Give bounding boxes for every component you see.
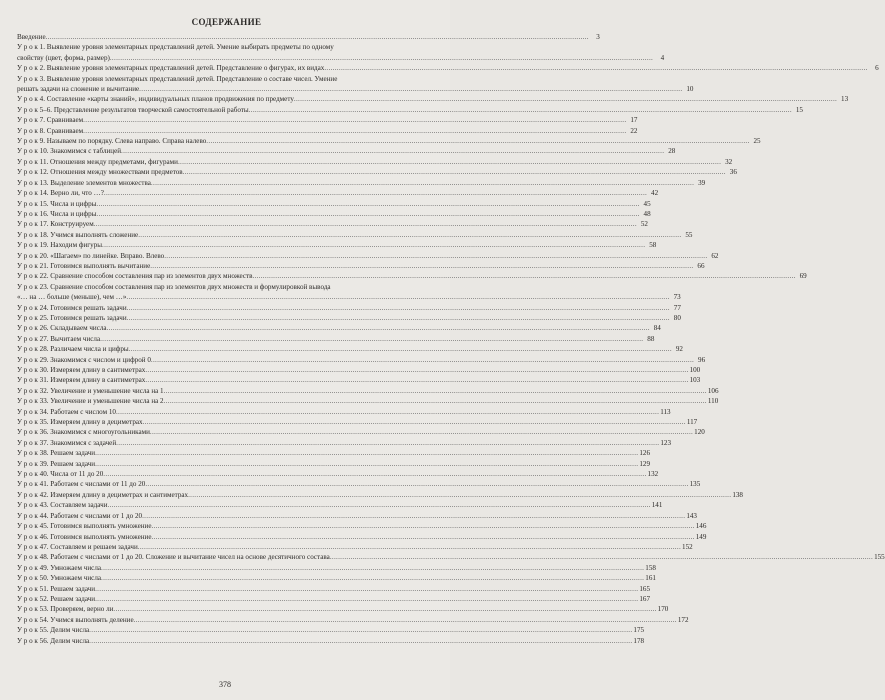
- dot-leader: [103, 469, 646, 479]
- dot-leader: [151, 532, 694, 542]
- dot-leader: [164, 386, 707, 396]
- toc-entry-title: У р о к 25. Готовимся решать задачи: [17, 313, 127, 322]
- toc-entry: [17, 178, 706, 188]
- toc-page-number: 165: [639, 584, 650, 593]
- dot-leader: [108, 500, 651, 510]
- dot-leader: [129, 344, 672, 354]
- dot-leader: [83, 115, 626, 125]
- dot-leader: [127, 313, 670, 323]
- toc-entry: [17, 115, 638, 125]
- toc-page-number: 126: [639, 449, 650, 458]
- toc-page-number: 167: [639, 594, 650, 603]
- toc-entry: [17, 105, 803, 115]
- dot-leader: [294, 94, 837, 104]
- toc-page-number: 84: [653, 324, 661, 333]
- toc-page-number: 62: [711, 251, 719, 260]
- dot-leader: [126, 292, 669, 302]
- toc-entry: [17, 542, 693, 552]
- toc-page-number: 45: [643, 199, 651, 208]
- toc-entry: [17, 615, 689, 625]
- toc-entry-title: У р о к 42. Измеряем длину в дециметрах и сантиметрах: [17, 490, 189, 499]
- dot-leader: [100, 334, 643, 344]
- toc-entry-title: У р о к 56. Делим числа: [17, 636, 90, 645]
- toc-page-number: 32: [725, 157, 733, 166]
- toc-entry: [17, 282, 436, 292]
- toc-entry: [17, 188, 659, 198]
- toc-page-number: 92: [675, 345, 683, 354]
- toc-entry-title: У р о к 34. Работаем с числом 10: [17, 407, 116, 416]
- toc-page-number: 106: [707, 386, 719, 395]
- toc-entry: [17, 157, 733, 167]
- toc-entry: [17, 500, 663, 510]
- dot-leader: [206, 136, 749, 146]
- toc-entry-title: У р о к 28. Различаем числа и цифры: [17, 345, 129, 354]
- toc-page-number: 28: [668, 147, 676, 156]
- toc-entry: [17, 438, 672, 448]
- toc-page-number: 158: [645, 563, 656, 572]
- toc-page-number: 123: [660, 438, 672, 447]
- toc-entry: [17, 63, 879, 73]
- toc-page-number: 48: [643, 209, 651, 218]
- toc-entry-title: У р о к 29. Знакомимся с числом и цифрой 0: [17, 355, 151, 364]
- toc-entry-title: У р о к 8. Сравниваем: [17, 126, 84, 135]
- toc-entry-title: У р о к 53. Проверяем, верно ли: [17, 605, 114, 614]
- toc-entry: [17, 209, 651, 219]
- page-title: СОДЕРЖАНИЕ: [191, 17, 262, 27]
- toc-entry: [17, 448, 650, 458]
- toc-page-number: 80: [673, 313, 681, 322]
- toc-entry-title: У р о к 21. Готовимся выполнять вычитание: [17, 261, 151, 270]
- toc-entry: [17, 407, 671, 417]
- toc-entry-title: У р о к 48. Работаем с числами от 1 до 20. Сложение и вычитание чисел на основе десятичного состава: [17, 553, 330, 562]
- toc-entry: [17, 240, 657, 250]
- table-of-contents: [17, 32, 885, 646]
- toc-page-number: 117: [686, 418, 698, 427]
- toc-entry-title: У р о к 22. Сравнение способом составления пар из элементов двух множеств: [17, 272, 253, 281]
- toc-page-number: 36: [729, 168, 737, 177]
- page-number: 378: [219, 680, 231, 689]
- toc-entry-title: У р о к 18. Учимся выполнять сложение: [17, 230, 139, 239]
- toc-entry: [17, 219, 648, 229]
- dot-leader: [102, 240, 645, 250]
- toc-entry-title: У р о к 50. Умножаем числа: [17, 574, 102, 583]
- toc-entry: [17, 271, 807, 281]
- toc-entry-continuation: [17, 84, 694, 94]
- toc-entry-title: У р о к 12. Отношения между множествами предметов: [17, 168, 183, 177]
- dot-leader: [113, 604, 656, 614]
- toc-entry: [17, 126, 638, 136]
- toc-entry: [17, 625, 645, 635]
- toc-entry-title: У р о к 14. Верно ли, что …?: [17, 189, 104, 198]
- toc-entry-title: У р о к 52. Решаем задачи: [17, 594, 96, 603]
- toc-page-number: 58: [649, 241, 657, 250]
- toc-page-number: 170: [657, 605, 669, 614]
- dot-leader: [116, 407, 659, 417]
- toc-entry-title: У р о к 7. Сравниваем: [17, 116, 84, 125]
- dot-leader: [101, 573, 644, 583]
- dot-leader: [96, 209, 639, 219]
- toc-entry-title: У р о к 43. Составляем задачи: [17, 501, 108, 510]
- toc-page-number: 113: [660, 407, 671, 416]
- toc-entry-title: У р о к 51. Решаем задачи: [17, 584, 96, 593]
- toc-entry: [17, 199, 651, 209]
- toc-entry-title: У р о к 10. Знакомимся с таблицей: [17, 147, 122, 156]
- toc-page-number: 175: [633, 626, 645, 635]
- toc-entry: [17, 521, 707, 531]
- toc-entry-title: У р о к 24. Готовимся решать задачи: [17, 303, 127, 312]
- toc-entry: [17, 636, 645, 646]
- toc-entry: [17, 396, 719, 406]
- dot-leader: [252, 271, 795, 281]
- toc-page-number: 73: [673, 293, 681, 302]
- toc-entry: [17, 584, 650, 594]
- dot-leader: [89, 625, 632, 635]
- dot-leader: [324, 63, 867, 73]
- dot-leader: [96, 199, 639, 209]
- dot-leader: [145, 365, 688, 375]
- toc-page-number: 77: [673, 303, 681, 312]
- toc-page-number: 155: [874, 553, 885, 562]
- toc-page-number: 135: [689, 480, 701, 489]
- toc-entry: [17, 344, 683, 354]
- toc-entry: [17, 261, 705, 271]
- toc-entry-title: У р о к 26. Складываем числа: [17, 324, 107, 333]
- toc-page-number: 132: [647, 470, 659, 479]
- toc-entry-title: У р о к 39. Решаем задачи: [17, 459, 96, 468]
- toc-entry-title-continued: свойству (цвет, форма, размер): [17, 53, 110, 62]
- toc-page-number: 6: [875, 64, 879, 73]
- dot-leader: [138, 230, 681, 240]
- dot-leader: [145, 479, 688, 489]
- toc-entry: [17, 303, 681, 313]
- toc-entry-title: У р о к 35. Измеряем длину в дециметрах: [17, 418, 143, 427]
- toc-entry-title: У р о к 15. Числа и цифры: [17, 199, 97, 208]
- dot-leader: [142, 511, 685, 521]
- toc-page-number: 129: [639, 459, 650, 468]
- toc-entry-title: У р о к 23. Сравнение способом составления пар из элементов двух множеств и формулировкой вывода: [17, 282, 331, 291]
- toc-entry-title: У р о к 40. Числа от 11 до 20: [17, 470, 104, 479]
- toc-entry-title: У р о к 32. Увеличение и уменьшение числа на 1: [17, 386, 164, 395]
- dot-leader: [150, 261, 693, 271]
- toc-entry-title: У р о к 13. Выделение элементов множества: [17, 178, 151, 187]
- toc-entry: [17, 375, 701, 385]
- toc-entry-title: У р о к 37. Знакомимся с задачей: [17, 438, 117, 447]
- toc-entry: [17, 146, 676, 156]
- toc-entry-title: У р о к 54. Учимся выполнять деление: [17, 615, 134, 624]
- toc-entry-title: У р о к 30. Измеряем длину в сантиметрах: [17, 366, 146, 374]
- toc-page-number: 152: [682, 542, 693, 551]
- dot-leader: [330, 552, 873, 562]
- dot-leader: [150, 427, 693, 437]
- toc-page-number: 25: [753, 137, 761, 146]
- dot-leader: [101, 563, 644, 573]
- toc-entry-title: У р о к 4. Составление «карты знаний», индивидуальных планов продвижения по предмету: [17, 95, 294, 104]
- dot-leader: [95, 594, 638, 604]
- toc-entry: [17, 313, 681, 323]
- toc-entry: [17, 552, 885, 562]
- toc-page-number: 138: [732, 490, 743, 499]
- toc-page-number: 149: [695, 532, 707, 541]
- toc-entry: [17, 94, 849, 104]
- toc-entry-continuation: [17, 53, 665, 63]
- toc-entry-title: У р о к 47. Составляем и решаем задачи: [17, 542, 138, 551]
- toc-entry-title: У р о к 38. Решаем задачи: [17, 449, 96, 458]
- toc-page-number: 178: [633, 636, 645, 645]
- toc-page-number: 13: [841, 95, 849, 104]
- toc-entry: [17, 573, 656, 583]
- dot-leader: [164, 251, 707, 261]
- toc-page-number: 66: [697, 261, 705, 270]
- dot-leader: [95, 459, 638, 469]
- toc-entry-title-continued: решать задачи на сложение и вычитание: [17, 85, 140, 94]
- dot-leader: [46, 32, 589, 42]
- toc-entry-title: У р о к 2. Выявление уровня элементарных представлений детей. Представление о фигурах, их видах: [17, 64, 325, 73]
- toc-entry: [17, 365, 701, 375]
- toc-entry: [17, 511, 697, 521]
- dot-leader: [188, 490, 731, 500]
- toc-entry: [17, 74, 436, 84]
- toc-page-number: 15: [795, 105, 803, 114]
- toc-entry-title: У р о к 27. Вычитаем числа: [17, 334, 101, 343]
- toc-entry: [17, 167, 737, 177]
- toc-entry-title: У р о к 36. Знакомимся с многоугольниками: [17, 428, 150, 437]
- toc-entry: [17, 334, 655, 344]
- toc-entry: [17, 230, 693, 240]
- dot-leader: [138, 542, 681, 552]
- toc-entry-title: У р о к 31. Измеряем длину в сантиметрах: [17, 376, 146, 385]
- toc-entry: [17, 136, 761, 146]
- dot-leader: [83, 126, 626, 136]
- toc-entry-title: У р о к 41. Работаем с числами от 11 до 20: [17, 480, 146, 489]
- dot-leader: [89, 636, 632, 646]
- toc-entry-title-continued: «… на … больше (меньше), чем …»: [17, 293, 127, 302]
- dot-leader: [107, 323, 650, 333]
- toc-page-number: 10: [686, 85, 694, 94]
- toc-entry: [17, 323, 661, 333]
- toc-entry-title: У р о к 9. Называем по порядку. Слева направо. Справа налево: [17, 137, 207, 146]
- toc-page-number: 103: [689, 376, 701, 385]
- dot-leader: [95, 584, 638, 594]
- toc-entry-title: У р о к 17. Конструируем: [17, 220, 94, 229]
- toc-entry-continuation: [17, 292, 681, 302]
- toc-entry-title: У р о к 11. Отношения между предметами, фигурами: [17, 157, 178, 166]
- dot-leader: [95, 448, 638, 458]
- toc-entry: [17, 604, 669, 614]
- dot-leader: [94, 219, 637, 229]
- toc-page-number: 110: [707, 397, 719, 406]
- toc-page-number: 141: [651, 501, 663, 510]
- toc-entry: [17, 251, 719, 261]
- toc-entry-title: У р о к 44. Работаем с числами от 1 до 20: [17, 511, 143, 520]
- dot-leader: [134, 615, 677, 625]
- toc-entry-title: У р о к 46. Готовимся выполнять умножение: [17, 532, 152, 541]
- dot-leader: [110, 53, 653, 63]
- dot-leader: [127, 303, 670, 313]
- toc-entry-title: Введение: [17, 33, 46, 41]
- toc-entry: [17, 479, 701, 489]
- dot-leader: [116, 438, 659, 448]
- toc-page-number: 96: [698, 355, 706, 364]
- toc-page-number: 22: [630, 126, 638, 135]
- toc-page-number: 88: [647, 334, 655, 343]
- toc-entry-title: У р о к 55. Делим числа: [17, 626, 90, 635]
- dot-leader: [121, 146, 664, 156]
- toc-entry: [17, 427, 705, 437]
- toc-page-number: 146: [695, 522, 707, 531]
- dot-leader: [104, 188, 647, 198]
- dot-leader: [249, 105, 792, 115]
- toc-entry: [17, 32, 600, 42]
- toc-page-number: 17: [630, 116, 638, 125]
- toc-entry-title: У р о к 5–6. Представление результатов творческой самостоятельной работы: [17, 105, 249, 114]
- toc-entry: [17, 594, 650, 604]
- dot-leader: [178, 157, 721, 167]
- toc-entry-title: У р о к 49. Умножаем числа: [17, 563, 102, 572]
- toc-entry: [17, 355, 706, 365]
- toc-entry: [17, 386, 719, 396]
- dot-leader: [143, 417, 686, 427]
- dot-leader: [151, 178, 694, 188]
- dot-leader: [183, 167, 726, 177]
- toc-entry-title: У р о к 33. Увеличение и уменьшение числа на 2: [17, 397, 164, 406]
- dot-leader: [164, 396, 707, 406]
- toc-page-number: 52: [640, 220, 648, 229]
- toc-page-number: 3: [596, 33, 600, 41]
- toc-page-number: 42: [651, 189, 659, 198]
- toc-page-number: 143: [686, 511, 697, 520]
- toc-entry-title: У р о к 16. Числа и цифры: [17, 209, 97, 218]
- dot-leader: [151, 355, 694, 365]
- toc-entry: [17, 490, 743, 500]
- dot-leader: [151, 521, 694, 531]
- toc-entry-title: У р о к 45. Готовимся выполнять умножение: [17, 522, 152, 531]
- toc-page-number: 39: [698, 178, 706, 187]
- toc-entry: [17, 417, 698, 427]
- toc-entry: [17, 563, 656, 573]
- toc-entry-title: У р о к 20. «Шагаем» по линейке. Вправо. Влево: [17, 251, 165, 260]
- toc-entry: [17, 469, 659, 479]
- toc-page-number: 4: [660, 53, 665, 62]
- toc-entry: [17, 459, 650, 469]
- toc-page-number: 120: [694, 428, 705, 437]
- toc-entry: [17, 42, 436, 52]
- dot-leader: [139, 84, 682, 94]
- toc-entry: [17, 532, 707, 542]
- dot-leader: [145, 375, 688, 385]
- toc-page-number: 100: [689, 366, 701, 374]
- toc-page-number: 69: [799, 272, 807, 281]
- toc-entry-title: У р о к 1. Выявление уровня элементарных представлений детей. Умение выбирать предметы по одному: [17, 43, 334, 52]
- toc-page-number: 161: [645, 574, 656, 583]
- toc-page-number: 172: [677, 615, 689, 624]
- toc-entry-title: У р о к 19. Находим фигуры: [17, 241, 103, 250]
- toc-entry-title: У р о к 3. Выявление уровня элементарных представлений детей. Представление о составе чисел. Умение: [17, 74, 338, 83]
- toc-page-number: 55: [685, 230, 693, 239]
